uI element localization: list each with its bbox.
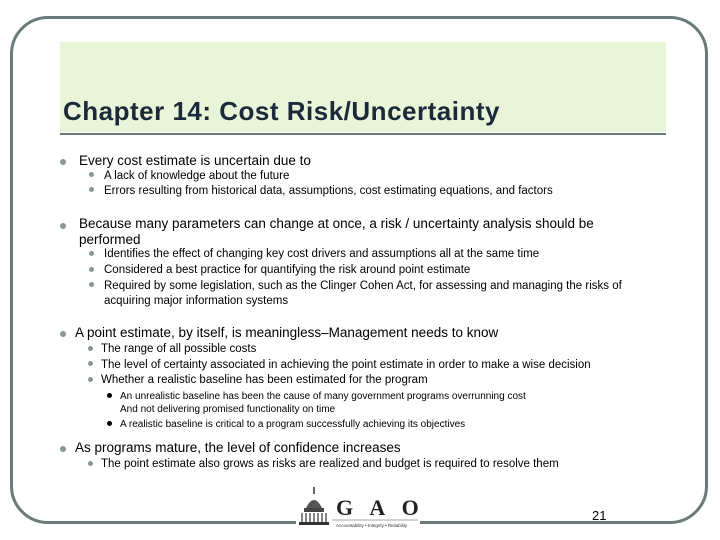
section-3-item-3: Whether a realistic baseline has been estimated for the program	[101, 374, 428, 386]
bullet-icon	[107, 421, 112, 426]
section-2-item-3: Required by some legislation, such as the Clinger Cohen Act, for assessing and managing the risks of	[104, 280, 622, 292]
section-4-item-1: The point estimate also grows as risks are realized and budget is required to resolve them	[101, 458, 559, 470]
bullet-icon	[88, 361, 93, 366]
page-number: 21	[592, 508, 607, 523]
section-3-item-2: The level of certainty associated in achieving the point estimate in order to make a wise decision	[101, 359, 591, 371]
section-1-heading: Every cost estimate is uncertain due to	[79, 153, 311, 168]
section-2-heading-line2: performed	[79, 232, 141, 247]
section-3-subitem-1: An unrealistic baseline has been the cause of many government programs overrunning cost	[120, 391, 526, 402]
section-4-heading: As programs mature, the level of confidence increases	[75, 440, 401, 455]
bullet-icon	[60, 159, 66, 165]
section-3-subitem-1-continued: And not delivering promised functionality on time	[120, 404, 336, 415]
section-1-item-2: Errors resulting from historical data, assumptions, cost estimating equations, and factors	[104, 185, 553, 197]
bullet-icon	[60, 223, 66, 229]
slide-title: Chapter 14: Cost Risk/Uncertainty	[63, 96, 500, 126]
gao-logo	[296, 484, 420, 530]
bullet-icon	[89, 267, 94, 272]
capitol-dome-icon	[296, 484, 420, 530]
bullet-icon	[60, 331, 66, 337]
gao-tagline: Accountability • Integrity • Reliability	[336, 523, 408, 528]
section-3-heading: A point estimate, by itself, is meaningless–Management needs to know	[75, 325, 499, 340]
section-2-item-2: Considered a best practice for quantifying the risk around point estimate	[104, 264, 471, 276]
section-3-item-1: The range of all possible costs	[101, 343, 257, 355]
gao-wordmark: G A O	[336, 495, 420, 520]
section-2-item-1: Identifies the effect of changing key cost drivers and assumptions all at the same time	[104, 248, 540, 260]
bullet-icon	[89, 282, 94, 287]
section-2-item-3-continued: acquiring major information systems	[104, 295, 289, 307]
bullet-icon	[107, 393, 112, 398]
bullet-icon	[88, 377, 93, 382]
bullet-icon	[60, 446, 66, 452]
section-1-item-1: A lack of knowledge about the future	[104, 170, 290, 182]
bullet-icon	[88, 346, 93, 351]
bullet-icon	[88, 461, 93, 466]
bullet-icon	[89, 172, 94, 177]
section-2-heading-line1: Because many parameters can change at once, a risk / uncertainty analysis should be	[79, 216, 594, 231]
bullet-icon	[89, 187, 94, 192]
bullet-icon	[89, 251, 94, 256]
section-3-subitem-2: A realistic baseline is critical to a program successfully achieving its objectives	[120, 419, 466, 430]
